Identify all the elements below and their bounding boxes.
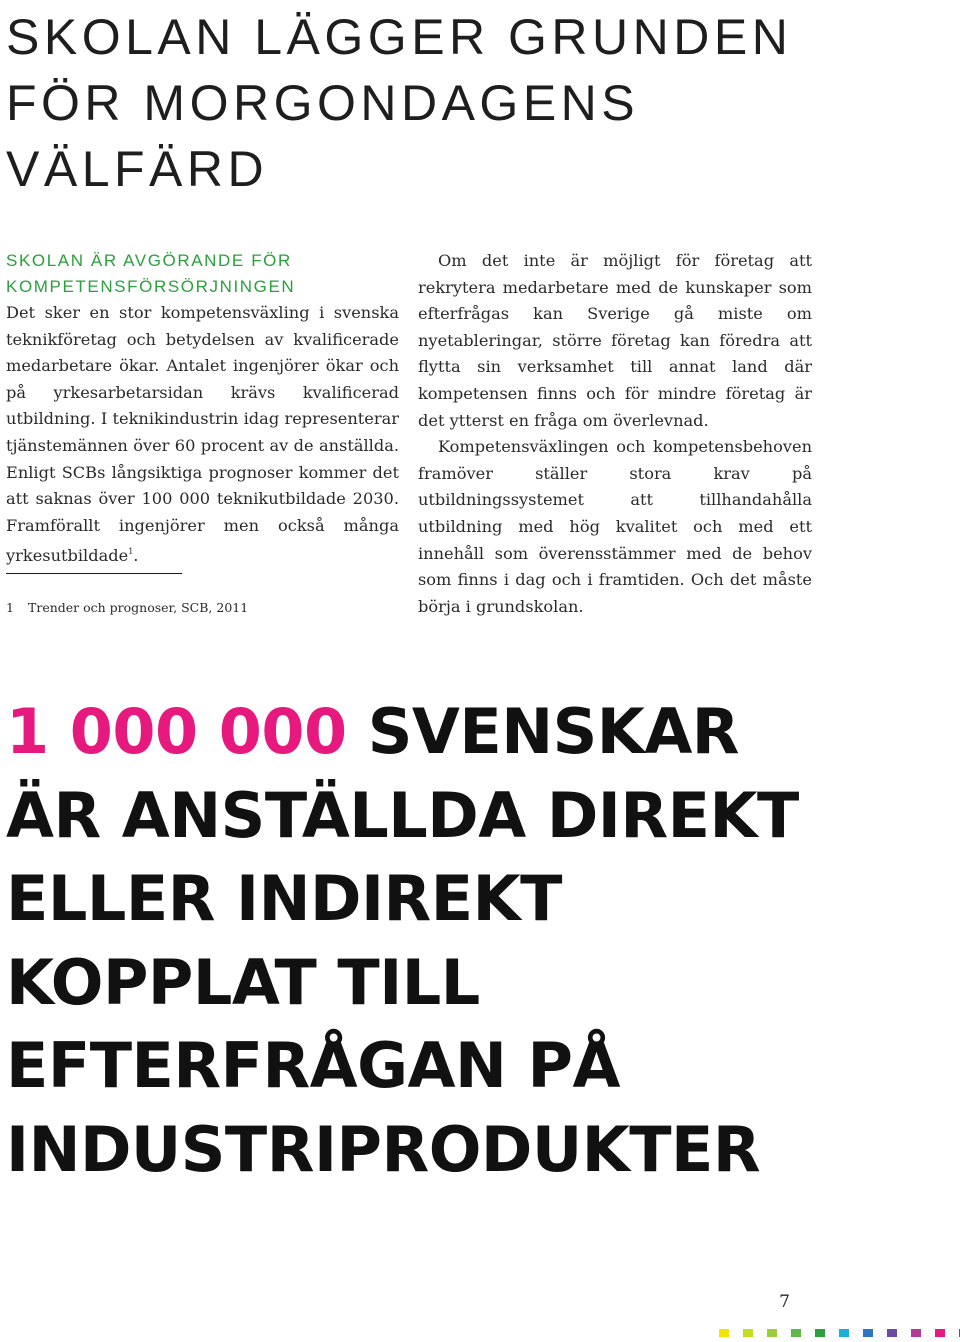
footnote-text: Trender och prognoser, SCB, 2011 — [28, 600, 249, 615]
callout-line — [6, 690, 799, 774]
section-heading-line: KOMPETENSFÖRSÖRJNINGEN — [6, 277, 296, 296]
callout-first-line-rest: SVENSKAR — [367, 695, 740, 768]
left-paragraph-text: Det sker en stor kompetensväxling i svenska teknikföretag och betydelsen av kvalificerade medarbetare ökar. Antalet ingenjörer ökar och på yrkesarbetarsidan krävs kvalificerad utbildning. I teknikindustrin idag representerar tjänstemännen över 60 procent av de anställda. Enligt SCBs långsiktiga prognoser kommer det att saknas över 100 000 teknikutbildade 2030. Framförallt ingenjörer men också många yrkesutbildade — [6, 303, 399, 566]
callout-line: ÄR ANSTÄLLDA DIREKT — [6, 778, 799, 852]
color-square — [743, 1329, 753, 1337]
color-square — [887, 1329, 897, 1337]
callout-line: ELLER INDIREKT — [6, 862, 562, 935]
color-square — [815, 1329, 825, 1337]
color-square — [839, 1329, 849, 1337]
title-line: SKOLAN LÄGGER GRUNDEN — [6, 9, 793, 65]
footnote — [6, 598, 248, 618]
callout-line: EFTERFRÅGAN PÅ — [6, 1029, 620, 1102]
section-heading-line: SKOLAN ÄR AVGÖRANDE FÖR — [6, 251, 292, 270]
footnote-marker[interactable]: 1 — [128, 547, 134, 557]
callout-statement — [6, 690, 799, 1191]
left-paragraph — [6, 300, 399, 570]
page-number: 7 — [779, 1292, 790, 1312]
color-bar — [719, 1329, 960, 1337]
footnote-number: 1 — [6, 600, 14, 615]
color-square — [935, 1329, 945, 1337]
color-square — [911, 1329, 921, 1337]
callout-number: 1 000 000 — [6, 695, 347, 768]
right-paragraph: Om det inte är möjligt för företag att rekrytera medarbetare med de kunskaper som efterfrågas kan Sverige gå miste om nyetableringar, större företag kan föredra att flytta sin verksamhet till annat land där kompetensen finns och för mindre företag är det ytterst en fråga om överlevnad. — [418, 251, 812, 430]
color-square — [719, 1329, 729, 1337]
footnote-divider — [6, 573, 182, 574]
callout-line: INDUSTRIPRODUKTER — [6, 1112, 761, 1186]
callout-line: KOPPLAT TILL — [6, 945, 480, 1019]
color-square — [863, 1329, 873, 1337]
color-square — [767, 1329, 777, 1337]
color-square — [791, 1329, 801, 1337]
title-line: VÄLFÄRD — [6, 141, 269, 197]
right-column — [418, 248, 812, 620]
page-title — [6, 4, 792, 202]
left-paragraph-end: . — [133, 546, 139, 566]
title-line: FÖR MORGONDAGENS — [6, 75, 640, 131]
left-column — [6, 248, 399, 570]
right-paragraph: Kompetensväxlingen och kompetensbehoven framöver ställer stora krav på utbildningssystemet att tillhandahålla utbildning med hög kvalitet och med ett innehåll som överensstämmer med de behov som finns i dag och i framtiden. Och det måste börja i grundskolan. — [418, 437, 812, 616]
section-heading — [6, 248, 399, 300]
